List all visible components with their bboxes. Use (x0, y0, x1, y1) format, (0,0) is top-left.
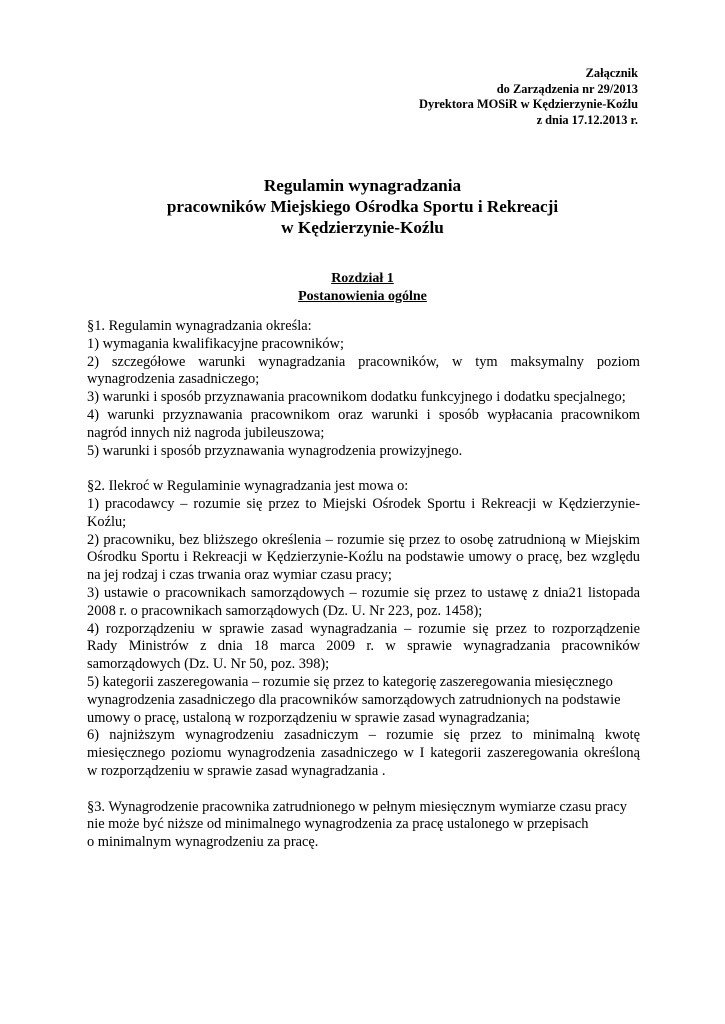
text-line: 5) warunki i sposób przyznawania wynagrodzenia prowizyjnego. (87, 442, 463, 459)
text-line: §1. Regulamin wynagradzania określa: (87, 318, 312, 334)
text-line: wynagrodzenia zasadniczego; (87, 371, 260, 388)
text-line: umowy o pracę, ustaloną w rozporządzeniu w sprawie zasad wynagradzania; (87, 709, 530, 726)
text-line: o minimalnym wynagrodzeniu za pracę. (87, 834, 319, 851)
text-line: Rady Ministrów z dnia 18 marca 2009 r. w sprawie wynagradzania pracowników (87, 638, 640, 655)
text-line: 3) ustawie o pracownikach samorządowych – rozumie się przez to ustawę z dnia21 listopada (87, 584, 640, 601)
text-line: wynagrodzenia zasadniczego dla pracowników samorządowych zatrudnionych na podstawie (87, 691, 621, 708)
text-line: w rozporządzeniu w sprawie zasad wynagradzania . (87, 762, 386, 779)
annex-date: z dnia 17.12.2013 r. (536, 112, 638, 127)
annex-issuer: Dyrektora MOSiR w Kędzierzynie-Koźlu (419, 97, 638, 112)
title-line-1: Regulamin wynagradzania (263, 176, 462, 195)
annex-label: Załącznik (585, 66, 638, 80)
text-line: Ośrodku Sportu i Rekreacji w Kędzierzynie-Koźlu na podstawie umowy o pracę, bez względu (87, 549, 640, 566)
document-body (87, 318, 640, 852)
chapter-number: Rozdział 1 (331, 271, 394, 286)
text-line: 1) wymagania kwalifikacyjne pracowników; (87, 335, 344, 352)
section-1 (87, 318, 640, 460)
text-line: 1) pracodawcy – rozumie się przez to Miejski Ośrodek Sportu i Rekreacji w Kędzierzynie- (87, 495, 640, 512)
text-line: §2. Ilekroć w Regulaminie wynagradzania jest mowa o: (87, 478, 409, 495)
annex-order-ref: do Zarządzenia nr 29/2013 (496, 81, 638, 96)
annex-header (419, 66, 638, 128)
text-line: nie może być niższe od minimalnego wynagrodzenia za pracę ustalonego w przepisach (87, 816, 589, 833)
text-line: 6) najniższym wynagrodzeniu zasadniczym – rozumie się przez to minimalną kwotę (87, 727, 640, 744)
text-line: §3. Wynagrodzenie pracownika zatrudnionego w pełnym miesięcznym wymiarze czasu pracy (87, 798, 627, 815)
text-line: Koźlu; (87, 513, 127, 530)
title-line-3: w Kędzierzynie-Koźlu (281, 218, 444, 237)
text-line: na jej rodzaj i czas trwania oraz wymiar czasu pracy; (87, 567, 392, 584)
section-2 (87, 478, 640, 781)
document-title (0, 175, 725, 238)
text-line: 4) warunki przyznawania pracownikom oraz warunki i sposób wypłacania pracownikom (87, 406, 640, 423)
text-line: 3) warunki i sposób przyznawania pracownikom dodatku funkcyjnego i dodatku specjalnego; (87, 389, 626, 406)
chapter-name: Postanowienia ogólne (298, 288, 427, 304)
text-line: 2) szczegółowe warunki wynagradzania pracowników, w tym maksymalny poziom (87, 353, 640, 370)
text-line: 5) kategorii zaszeregowania – rozumie się przez to kategorię zaszeregowania miesięcznego (87, 673, 613, 690)
text-line: miesięcznego poziomu wynagrodzenia zasadniczego w I kategorii zaszeregowania określoną (87, 745, 640, 762)
chapter-heading (0, 270, 725, 305)
text-line: 2008 r. o pracownikach samorządowych (Dz. U. Nr 223, poz. 1458); (87, 602, 483, 619)
text-line: nagród innych niż nagroda jubileuszowa; (87, 424, 325, 441)
title-line-2: pracowników Miejskiego Ośrodka Sportu i Rekreacji (166, 197, 559, 216)
text-line: samorządowych (Dz. U. Nr 50, poz. 398); (87, 656, 330, 673)
text-line: 2) pracowniku, bez bliższego określenia – rozumie się przez to osobę zatrudnioną w Miejskim (87, 531, 640, 548)
text-line: 4) rozporządzeniu w sprawie zasad wynagradzania – rozumie się przez to rozporządzenie (87, 620, 640, 637)
section-3 (87, 799, 640, 852)
